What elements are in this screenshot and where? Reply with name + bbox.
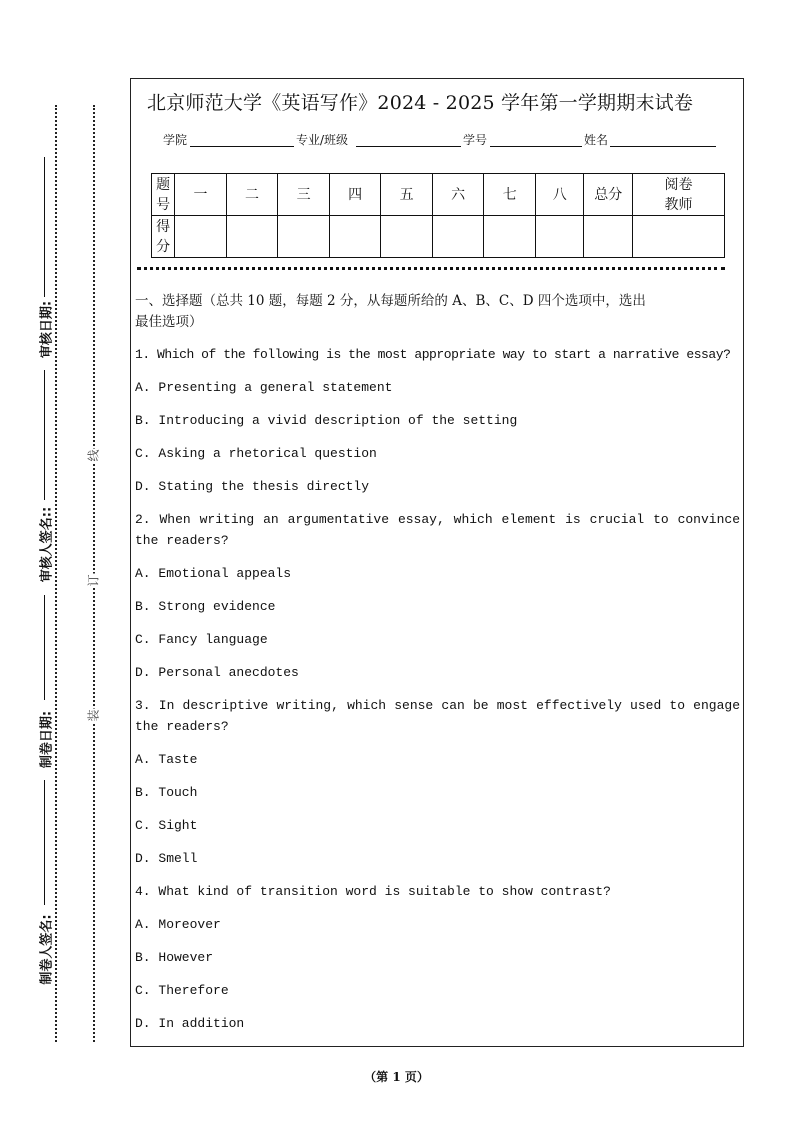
option-1c[interactable]: C. Asking a rhetorical question — [135, 446, 377, 461]
binding-mark-line: 线 — [86, 449, 101, 462]
option-3b[interactable]: B. Touch — [135, 785, 198, 800]
exam-title: 北京师范大学《英语写作》2024 - 2025 学年第一学期期末试卷 — [147, 92, 694, 114]
option-4d[interactable]: D. In addition — [135, 1016, 245, 1031]
option-4b[interactable]: B. However — [135, 950, 214, 965]
option-3d[interactable]: D. Smell — [135, 851, 198, 866]
student-id-label: 学号 — [463, 133, 488, 147]
score-cell[interactable] — [535, 216, 584, 258]
major-class-label: 专业/班级 — [296, 133, 349, 147]
maker-date-label: 制卷日期: — [39, 710, 55, 769]
separator-dotted-line — [137, 267, 725, 270]
reviewer-date-label: 审核日期: — [39, 300, 55, 359]
question-3: 3. In descriptive writing, which sense can be most effectively used to engage the readers? — [135, 698, 740, 734]
college-field[interactable] — [190, 146, 294, 147]
maker-date-line — [44, 595, 45, 700]
option-1d[interactable]: D. Stating the thesis directly — [135, 479, 370, 494]
binding-mark-order: 订 — [86, 574, 101, 587]
question-4: 4. What kind of transition word is suitable to show contrast? — [135, 884, 611, 899]
question-2: 2. When writing an argumentative essay, which element is crucial to convince the readers? — [135, 512, 740, 548]
section-heading-line-2: 最佳选项） — [135, 314, 203, 330]
score-cell[interactable] — [632, 216, 724, 258]
margin-dotted-line-outer — [55, 105, 57, 1042]
score-table — [151, 173, 725, 258]
column-1: 一 — [175, 174, 227, 216]
option-2b[interactable]: B. Strong evidence — [135, 599, 276, 614]
score-cell[interactable] — [432, 216, 484, 258]
reviewer-date-line — [44, 157, 45, 297]
reviewer-signature-label: 审核人签名:: — [39, 506, 55, 583]
score-table-header-row — [152, 174, 725, 216]
score-cell[interactable] — [175, 216, 227, 258]
maker-signature-label: 制卷人签名: — [39, 914, 55, 985]
option-1a[interactable]: A. Presenting a general statement — [135, 380, 393, 395]
option-2c[interactable]: C. Fancy language — [135, 632, 268, 647]
option-2a[interactable]: A. Emotional appeals — [135, 566, 292, 581]
header-label: 题号 — [152, 174, 175, 216]
page-number: （第 1 页） — [364, 1070, 429, 1084]
section-multiple-choice — [135, 291, 740, 1046]
college-label: 学院 — [163, 133, 188, 147]
reviewer-signature-line — [44, 370, 45, 500]
section-heading-line-1: 一、选择题（总共 10 题，每题 2 分，从每题所给的 A、B、C、D 四个选项中，选出 — [135, 293, 646, 309]
score-label: 得分 — [152, 216, 175, 258]
option-3a[interactable]: A. Taste — [135, 752, 198, 767]
column-grader: 阅卷教师 — [632, 174, 724, 216]
major-class-field[interactable] — [356, 146, 461, 147]
option-1b[interactable]: B. Introducing a vivid description of the setting — [135, 413, 518, 428]
column-8: 八 — [535, 174, 584, 216]
column-6: 六 — [432, 174, 484, 216]
score-table-score-row — [152, 216, 725, 258]
score-cell[interactable] — [381, 216, 433, 258]
column-3: 三 — [278, 174, 330, 216]
score-cell[interactable] — [226, 216, 278, 258]
column-5: 五 — [381, 174, 433, 216]
maker-signature-line — [44, 780, 45, 905]
option-4c[interactable]: C. Therefore — [135, 983, 229, 998]
student-id-field[interactable] — [490, 146, 582, 147]
column-2: 二 — [226, 174, 278, 216]
option-4a[interactable]: A. Moreover — [135, 917, 221, 932]
option-3c[interactable]: C. Sight — [135, 818, 198, 833]
option-2d[interactable]: D. Personal anecdotes — [135, 665, 299, 680]
name-field[interactable] — [610, 146, 716, 147]
question-1: 1. Which of the following is the most appropriate way to start a narrative essay? — [135, 347, 731, 362]
column-4: 四 — [329, 174, 381, 216]
score-cell[interactable] — [329, 216, 381, 258]
name-label: 姓名 — [584, 133, 609, 147]
score-cell[interactable] — [584, 216, 633, 258]
score-cell[interactable] — [278, 216, 330, 258]
score-cell[interactable] — [484, 216, 536, 258]
binding-mark-bind: 装 — [86, 709, 101, 722]
column-total: 总分 — [584, 174, 633, 216]
column-7: 七 — [484, 174, 536, 216]
